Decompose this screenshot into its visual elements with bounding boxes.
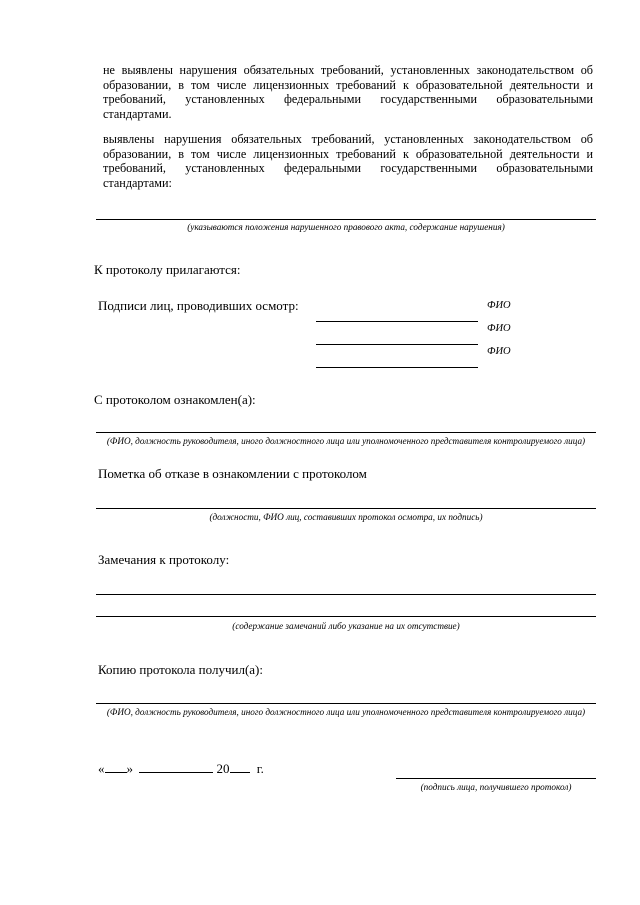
- attachments-label: К протоколу прилагаются:: [94, 262, 241, 277]
- date-line: [98, 760, 264, 777]
- refusal-caption: (должности, ФИО лиц, составивших протокол осмотра, их подпись): [209, 512, 483, 522]
- copy-blank-line: [96, 703, 596, 704]
- violation-caption: (указываются положения нарушенного правового акта, содержание нарушения): [187, 222, 505, 232]
- paragraph-no-violations: не выявлены нарушения обязательных требований, установленных законодательством об образовании, в том числе лицензионных требований к образовательной деятельности и требований, установленных федеральными государственными образовательными стандартами.: [103, 63, 593, 121]
- refusal-label: Пометка об отказе в ознакомлении с протоколом: [98, 466, 367, 481]
- date-year-suffix: г.: [256, 761, 264, 776]
- remarks-blank-line-2: [96, 616, 596, 617]
- copy-received-label: Копию протокола получил(а):: [98, 662, 263, 677]
- violation-blank-line: [96, 219, 596, 220]
- fio-label-3: ФИО: [487, 346, 511, 357]
- date-close-quote: »: [126, 761, 133, 776]
- date-month-blank: [139, 760, 213, 773]
- acquainted-caption: (ФИО, должность руководителя, иного должностного лица или уполномоченного представителя контролируемого лица): [106, 436, 586, 446]
- remarks-blank-line-1: [96, 594, 596, 595]
- fio-label-2: ФИО: [487, 323, 511, 334]
- fio-label-1: ФИО: [487, 300, 511, 311]
- signature-line-1: [316, 321, 478, 322]
- acquainted-blank-line: [96, 432, 596, 433]
- remarks-label: Замечания к протоколу:: [98, 552, 230, 567]
- signatures-label: Подписи лиц, проводивших осмотр:: [98, 298, 299, 313]
- date-year-blank: [230, 760, 250, 773]
- date-day-blank: [105, 760, 127, 773]
- remarks-caption: (содержание замечаний либо указание на их отсутствие): [232, 621, 460, 631]
- receiver-signature-caption: (подпись лица, получившего протокол): [420, 782, 572, 792]
- receiver-signature-line: [396, 778, 596, 779]
- paragraph-violations-found: выявлены нарушения обязательных требований, установленных законодательством об образовании, в том числе лицензионных требований к образовательной деятельности и требований, установленных федеральными государственными образовательными стандартами:: [103, 132, 593, 190]
- acquainted-label: С протоколом ознакомлен(а):: [94, 392, 256, 407]
- signature-line-3: [316, 367, 478, 368]
- date-year-prefix: 20: [216, 761, 230, 776]
- copy-caption: (ФИО, должность руководителя, иного должностного лица или уполномоченного представителя контролируемого лица): [106, 707, 586, 717]
- date-open-quote: «: [98, 761, 105, 776]
- refusal-blank-line: [96, 508, 596, 509]
- signature-line-2: [316, 344, 478, 345]
